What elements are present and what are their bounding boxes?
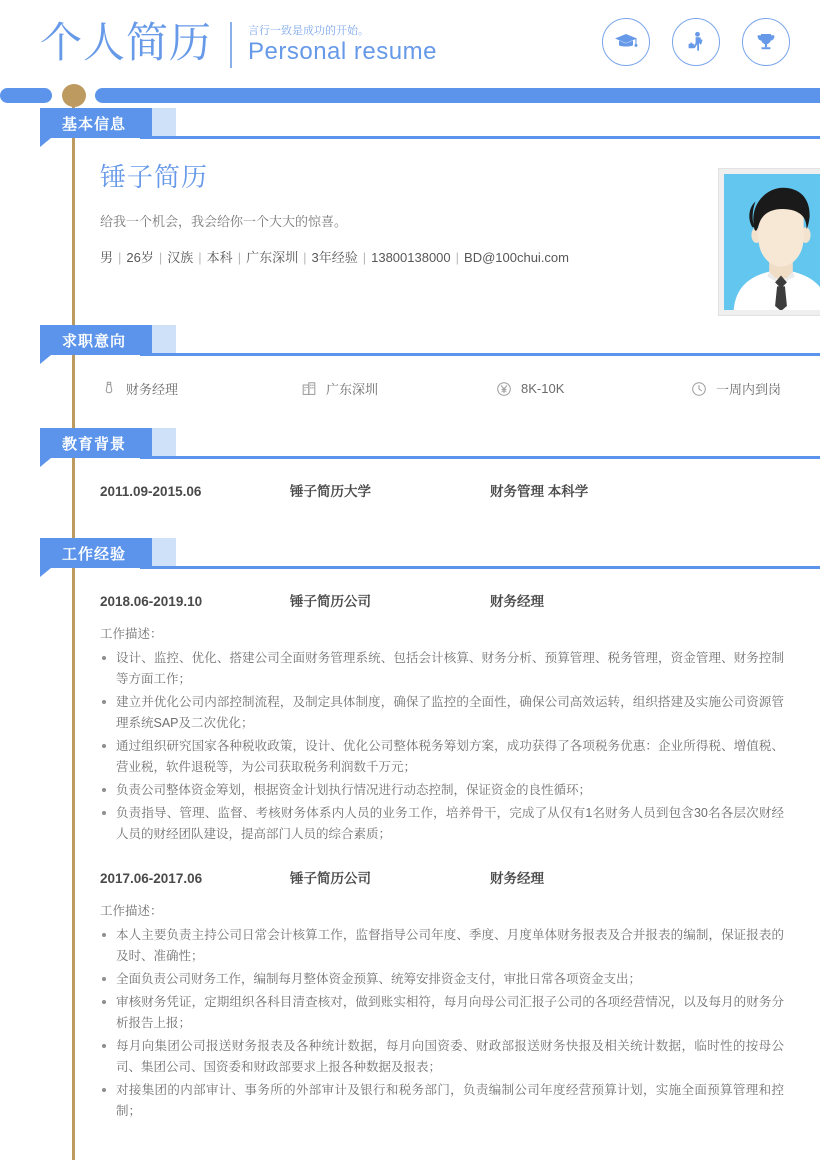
section-title-intent: 求职意向 xyxy=(62,332,127,350)
list-item: 对接集团的内部审计、事务所的外部审计及银行和税务部门，负责编制公司年度经营预算计划，实施全面预算管理和控制； xyxy=(100,1080,784,1122)
intent-item-location xyxy=(300,379,495,398)
avatar xyxy=(718,168,820,316)
intent-row xyxy=(100,363,784,428)
businessman-walking-icon[interactable] xyxy=(672,18,720,66)
section-title-education: 教育背景 xyxy=(62,435,127,453)
work-entry xyxy=(100,853,784,1144)
clock-icon xyxy=(690,380,708,398)
intent-item-salary xyxy=(495,380,690,398)
section-tab-work xyxy=(40,538,152,568)
work-entry-header xyxy=(100,853,784,887)
intent-item-availability xyxy=(690,379,781,398)
meta-location: 广东深圳 xyxy=(246,250,299,265)
intent-item-position xyxy=(100,379,300,398)
list-item: 负责公司整体资金筹划，根据资金计划执行情况进行动态控制，保证资金的良性循环； xyxy=(100,780,784,801)
work-role: 财务经理 xyxy=(490,871,544,886)
meta-sep: | xyxy=(455,250,460,265)
section-rule-intent xyxy=(140,353,820,356)
meta-sep: | xyxy=(303,250,307,265)
candidate-name: 锤子简历 xyxy=(100,162,209,192)
section-education xyxy=(0,428,820,538)
work-company: 锤子简历公司 xyxy=(290,871,371,886)
meta-sep: | xyxy=(237,250,242,265)
rule-bar-left-segment xyxy=(0,88,52,103)
education-school: 锤子简历大学 xyxy=(290,484,371,499)
intent-body xyxy=(0,363,820,428)
section-title-basic: 基本信息 xyxy=(62,115,127,133)
section-tab-basic xyxy=(40,108,152,138)
work-date: 2018.06-2019.10 xyxy=(100,594,203,609)
meta-degree: 本科 xyxy=(206,250,233,265)
section-header-education xyxy=(0,428,820,466)
candidate-meta-line xyxy=(100,248,784,268)
work-company: 锤子简历公司 xyxy=(290,594,371,609)
list-item: 全面负责公司财务工作，编制每月整体资金预算、统筹安排资金支付，审批日常各项资金支出； xyxy=(100,969,784,990)
rule-bar-main-segment xyxy=(95,88,820,103)
meta-sep: | xyxy=(118,250,122,265)
section-tab-education xyxy=(40,428,152,458)
header-rule-bar xyxy=(0,84,820,108)
trophy-icon[interactable] xyxy=(742,18,790,66)
section-header-work xyxy=(0,538,820,576)
candidate-motto: 给我一个机会，我会给你一个大大的惊喜。 xyxy=(100,214,348,229)
list-item: 负责指导、管理、监督、考核财务体系内人员的业务工作，培养骨干，完成了从仅有1名财务人员到包含30名各层次财经人员的财经团队建设，提高部门人员的综合素质； xyxy=(100,803,784,845)
work-bullet-list xyxy=(100,648,784,845)
work-date: 2017.06-2017.06 xyxy=(100,871,203,886)
section-basic-info xyxy=(0,108,820,325)
meta-sep: | xyxy=(362,250,367,265)
meta-email: BD@100chui.com xyxy=(464,250,569,265)
education-major: 财务管理 本科学 xyxy=(490,484,589,499)
list-item: 建立并优化公司内部控制流程，及制定具体制度，确保了监控的全面性，确保公司高效运转，组织搭建及实施公司资源管理系统SAP及二次优化； xyxy=(100,692,784,734)
work-desc-label: 工作描述： xyxy=(100,904,163,918)
section-tab-notch xyxy=(40,138,51,147)
section-rule-education xyxy=(140,456,820,459)
avatar-illustration xyxy=(724,174,820,310)
section-tab-accent xyxy=(152,108,176,138)
list-item: 审核财务凭证，定期组织各科目清查核对，做到账实相符，每月向母公司汇报子公司的各项经营情况，以及每月的财务分析报告上报； xyxy=(100,992,784,1034)
section-tab-accent xyxy=(152,538,176,568)
header-icon-group xyxy=(602,18,790,66)
list-item: 每月向集团公司报送财务报表及各种统计数据，每月向国资委、财政部报送财务快报及相关统计数据，临时性的按母公司、集团公司、国资委和财政部要求上报各种数据及报表； xyxy=(100,1036,784,1078)
intent-position-value: 财务经理 xyxy=(126,382,179,397)
intent-availability-value: 一周内到岗 xyxy=(716,382,782,397)
page-title-en: Personal resume xyxy=(248,38,437,65)
necktie-icon xyxy=(100,380,118,398)
basic-info-body xyxy=(0,160,820,325)
section-rule-basic xyxy=(140,136,820,139)
work-entry xyxy=(100,576,784,853)
education-date: 2011.09-2015.06 xyxy=(100,484,202,499)
work-body xyxy=(0,576,820,1144)
education-entry xyxy=(100,466,784,500)
page-title: 个人简历 xyxy=(40,19,213,66)
meta-gender: 男 xyxy=(100,250,114,265)
section-tab-intent xyxy=(40,325,152,355)
section-tab-accent xyxy=(152,325,176,355)
section-rule-work xyxy=(140,566,820,569)
work-role: 财务经理 xyxy=(490,594,544,609)
currency-yuan-icon xyxy=(495,380,513,398)
meta-experience: 3年经验 xyxy=(311,250,358,265)
work-entry-header xyxy=(100,576,784,610)
meta-sep: | xyxy=(158,250,163,265)
section-header-basic xyxy=(0,108,820,146)
list-item: 通过组织研究国家各种税收政策，设计、优化公司整体税务筹划方案，成功获得了各项税务优惠：企业所得税、增值税、营业税，软件退税等，为公司获取税务利润数千万元； xyxy=(100,736,784,778)
education-body xyxy=(0,466,820,538)
list-item: 设计、监控、优化、搭建公司全面财务管理系统、包括会计核算、财务分析、预算管理、税务管理，资金管理、财务控制等方面工作； xyxy=(100,648,784,690)
meta-ethnicity: 汉族 xyxy=(167,250,194,265)
section-header-intent xyxy=(0,325,820,363)
graduation-cap-icon[interactable] xyxy=(602,18,650,66)
section-tab-accent xyxy=(152,428,176,458)
work-desc-label: 工作描述： xyxy=(100,627,163,641)
section-work-experience xyxy=(0,538,820,1144)
intent-location-value: 广东深圳 xyxy=(326,382,379,397)
title-divider xyxy=(230,22,232,68)
page-header xyxy=(0,0,820,84)
meta-phone: 13800138000 xyxy=(371,250,451,265)
intent-salary-value: 8K-10K xyxy=(521,381,565,396)
section-title-work: 工作经验 xyxy=(62,545,127,563)
section-job-intention xyxy=(0,325,820,428)
meta-age: 26岁 xyxy=(126,250,154,265)
work-bullet-list xyxy=(100,925,784,1122)
brand-block xyxy=(40,20,437,68)
meta-sep: | xyxy=(198,250,202,265)
list-item: 本人主要负责主持公司日常会计核算工作，监督指导公司年度、季度、月度单体财务报表及合并报表的编制，保证报表的及时、准确性； xyxy=(100,925,784,967)
building-icon xyxy=(300,380,318,398)
header-slogan: 言行一致是成功的开始。 xyxy=(248,25,370,37)
brand-text-block xyxy=(248,20,437,66)
